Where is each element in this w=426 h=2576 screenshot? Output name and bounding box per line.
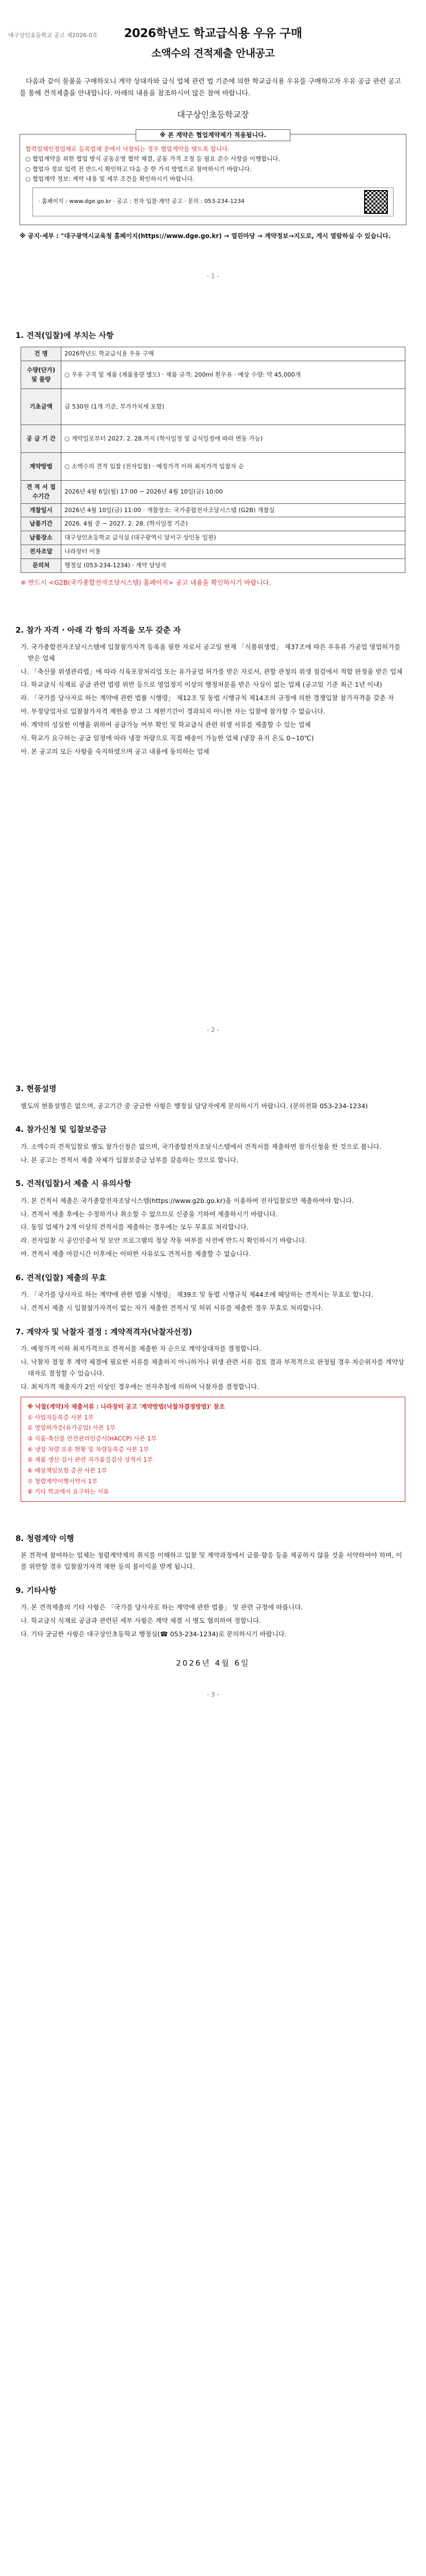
list-item: 다. 학교급식 식재료 공급 관련 법령 위반 등으로 영업정지 이상의 행정처분을 받은 사실이 없는 업체 (공고일 기준 최근 1년 이내) [21, 681, 382, 689]
list-item: ④ 냉장 차량 보유 현황 및 차량등록증 사본 1부 [27, 1445, 149, 1453]
section-9-title: 9. 기타사항 [15, 1586, 57, 1596]
section-7-title: 7. 계약자 및 낙찰자 결정 : 계약적격자(낙찰자선정) [15, 1327, 192, 1337]
row-key: 전자조달 [21, 545, 61, 559]
table-row [21, 517, 405, 531]
section-5-list [21, 1195, 405, 1260]
list-item: ⑤ 제품 생산·검사 관련 자가품질검사 성적서 1부 [27, 1456, 153, 1464]
section-5-title: 5. 견적(입찰)서 제출 시 유의사항 [15, 1179, 132, 1189]
list-item: 가. 국가종합전자조달시스템에 입찰참가자격 등록을 필한 자로서 공고일 현재 「식품위생법」 제37조에 따른 우유류 가공업 영업허가를 받은 업체 [21, 642, 401, 662]
list-item: 다. 최저가격 제출자가 2인 이상인 경우에는 전자추첨에 의하여 낙찰자를 결정합니다. [21, 1382, 259, 1391]
list-item: 가. 본 견적제출의 기타 사항은 「국가를 당사자로 하는 계약에 관한 법률」 및 관련 규정에 따릅니다. [21, 1603, 303, 1612]
section-4-title: 4. 참가신청 및 입찰보증금 [15, 1125, 107, 1134]
row-key: 납품장소 [21, 531, 61, 545]
list-item: ③ 식품·축산물 안전관리인증서(HACCP) 사본 1부 [27, 1434, 157, 1442]
row-key: 납품기간 [21, 517, 61, 531]
list-item: 나. 본 공고는 견적서 제출 자체가 입찰보증금 납부를 갈음하는 것으로 합니다. [21, 1156, 239, 1164]
notice-line: ○ 협업자 정보 입력 전 반드시 확인하고 다음 중 한 가지 방법으로 참여하시기 바랍니다. [25, 165, 252, 173]
list-item: 나. 견적서 제출 후에는 수정하거나 취소할 수 없으므로 신중을 기하여 제출하시기 바랍니다. [21, 1210, 278, 1218]
notice-line: ○ 협업계약을 위한 협업 방식 공동운영 협약 체결, 공동 가격 조정 등 필요 준수 사항을 이행합니다. [25, 155, 281, 163]
section-3-title: 3. 현품설명 [15, 1084, 57, 1094]
table-row [21, 503, 405, 517]
row-value: ○ 우유 구격 및 제품 (제품용량 별도) · 제품 규격: 200ml 흰우유 · 예상 수량: 약 45,000개 [61, 361, 405, 389]
list-item: ② 영업허가증(유가공업) 사본 1부 [27, 1424, 116, 1432]
section-1-note: ※ 반드시 <G2B(국가종합전자조달시스템) 홈페이지> 공고 내용을 확인하시기 바랍니다. [21, 578, 271, 586]
list-item: 가. 「국가를 당사자로 하는 계약에 관한 법률 시행령」 제39조 및 동법 시행규칙 제44조에 해당하는 견적서는 무효로 합니다. [21, 1291, 373, 1299]
issue-date: 2026년 4월 6일 [176, 1658, 250, 1668]
table-row [21, 425, 405, 453]
row-value: 2026년 4월 6일(월) 17:00 ~ 2026년 4월 10일(금) 10:00 [61, 481, 405, 504]
list-item: ⑧ 기타 학교에서 요구하는 서류 [27, 1488, 109, 1496]
row-value: ○ 계약일로부터 2027. 2. 28.까지 (학사일정 및 급식일정에 따라 변동 가능) [61, 425, 405, 453]
section-6-title: 6. 견적(입찰) 제출의 무효 [15, 1273, 106, 1283]
table-row [21, 389, 405, 425]
table-row [21, 453, 405, 481]
intro-text: 다음과 같이 물품을 구매하오니 계약 상대자와 급식 업체 관련 법 기준에 의한 학교급식용 우유를 구매하고자 우유 공급 관련 공고를 통해 견적제출을 안내합니다. 아래의 내용을 참조하시어 많은 참여 바랍니다. [20, 77, 401, 98]
section-2-list [21, 641, 405, 757]
section-2-title: 2. 참가 자격 · 아래 각 항의 자격을 모두 갖춘 자 [15, 625, 181, 635]
list-item: ⑥ 배상책임보험 증권 사본 1부 [27, 1466, 107, 1474]
required-documents-box [21, 1397, 405, 1502]
required-documents-title: ※ 낙찰(계약)자 제출서류 : 나라장터 공고 '계약방법(낙찰자결정방법)' 참조 [27, 1402, 225, 1410]
row-key: 문의처 [21, 558, 61, 572]
page-number: - 3 - [207, 1691, 219, 1699]
row-value: 금 530원 (1개 기준, 부가가치세 포함) [61, 389, 405, 425]
list-item: 나. 낙찰자 결정 후 계약 체결에 필요한 서류를 제출하지 아니하거나 위생 관련 서류 검토 결과 부적격으로 판정될 경우 차순위자를 계약상대자로 결정할 수 있습니다. [21, 1358, 404, 1378]
section-8-text: 본 견적에 참여하는 업체는 청렴계약제의 취지를 이해하고 입찰 및 계약과정에서 금품·향응 등을 제공하지 않을 것을 서약하여야 하며, 이를 위반할 경우 입찰참가자격 제한 등의 불이익을 받게 됩니다. [21, 1551, 402, 1571]
row-key: 계약방법 [21, 453, 61, 481]
row-value: 2026년 4월 10일(금) 11:00 · 개찰장소: 국가종합전자조달시스템 (G2B) 개찰실 [61, 503, 405, 517]
row-key: 수량(단가) 및 물량 [21, 361, 61, 389]
table-row [21, 558, 405, 572]
list-item: 다. 동일 업체가 2개 이상의 견적서를 제출하는 경우에는 모두 무효로 처리합니다. [21, 1223, 249, 1231]
issuer-name: 대구상인초등학교장 [177, 110, 249, 120]
list-item: ⑦ 청렴계약이행서약서 1부 [27, 1477, 98, 1485]
row-value: 대구상인초등학교 급식실 (대구광역시 달서구 상인동 일원) [61, 531, 405, 545]
table-row [21, 531, 405, 545]
row-key: 기초금액 [21, 389, 61, 425]
document-page [0, 25, 426, 1700]
section-9-list [21, 1602, 405, 1640]
page-number: - 2 - [207, 1026, 219, 1033]
section-1-title: 1. 견적(입찰)에 부치는 사항 [15, 330, 114, 340]
row-key: 개찰일시 [21, 503, 61, 517]
table-row [21, 347, 405, 361]
row-key: 견 적 서 접수기간 [21, 481, 61, 504]
list-item: 라. 「국가를 당사자로 하는 계약에 관한 법률 시행령」 제12조 및 동법 시행규칙 제14조의 규정에 의한 경쟁입찰 참가자격을 갖춘 자 [21, 694, 394, 702]
list-item: 가. 소액수의 견적입찰로 별도 참가신청은 없으며, 국가종합전자조달시스템에서 견적서를 제출하면 참가신청을 한 것으로 봅니다. [21, 1142, 382, 1150]
row-key: 공 급 기 간 [21, 425, 61, 453]
page-number: - 1 - [207, 273, 219, 280]
list-item: 사. 학교가 요구하는 공급 일정에 따라 냉장 차량으로 직접 배송이 가능한 업체 (냉장 유지 온도 0~10℃) [21, 734, 314, 742]
list-item: 가. 본 건적서 제출은 국가종합전자조달시스템(https://www.g2b.go.kr)을 이용하여 전자입찰로만 제출하여야 합니다. [21, 1196, 354, 1205]
notice-box [20, 131, 406, 225]
list-item: ① 사업자등록증 사본 1부 [27, 1413, 94, 1421]
list-item: 다. 기타 궁금한 사항은 대구상인초등학교 행정실(☎ 053-234-1234)로 문의하시기 바랍니다. [21, 1630, 287, 1638]
table-row [21, 481, 405, 504]
list-item: 마. 견적서 제출 마감시간 이후에는 어떠한 사유로도 견적서를 제출할 수 없습니다. [21, 1250, 251, 1258]
row-value: 2026학년도 학교급식용 우유 구매 [61, 347, 405, 361]
list-item: 바. 계약의 성실한 이행을 위하여 공급가능 여부 확인 및 학교급식 관련 위생 서류를 제출할 수 있는 업체 [21, 721, 311, 729]
notice-line: ○ 협업계약 정보: 계약 내용 및 세부 조건을 확인하시기 바랍니다. [25, 175, 195, 183]
bid-info-table [21, 347, 405, 573]
row-value: 나라장터 이용 [61, 545, 405, 559]
qr-text: · 홈페이지 : www.dge.go.kr · 공고 : 전자 입찰·계약 공고 · 문의 : 053-234-1234 [38, 198, 245, 205]
section-7-list [21, 1343, 405, 1393]
row-value: ○ 소액수의 견적 입찰 (전자입찰) · 예정가격 이하 최저가격 입찰자 순 [61, 453, 405, 481]
row-value: 행정실 (053-234-1234) · 계약 담당자 [61, 558, 405, 572]
list-item: 라. 전자입찰 시 공인인증서 및 보안 프로그램의 정상 작동 여부를 사전에 반드시 확인하시기 바랍니다. [21, 1236, 307, 1245]
section-8-title: 8. 청렴계약 이행 [15, 1534, 74, 1544]
row-value: 2026. 4월 중 ~ 2027. 2. 28. (학사일정 기준) [61, 517, 405, 531]
section-3-text: 별도의 현품설명은 없으며, 공고기간 중 궁금한 사항은 행정실 담당자에게 문의하시기 바랍니다. (문의전화 053-234-1234) [21, 1101, 368, 1110]
table-row [21, 361, 405, 389]
qr-code-icon[interactable] [364, 190, 388, 214]
qr-row [32, 188, 394, 216]
section-6-list [21, 1289, 405, 1314]
list-item: 마. 부정당업자로 입찰참가자격 제한을 받고 그 제한기간이 경과되지 아니한 자는 입찰에 참가할 수 없습니다. [21, 707, 325, 716]
list-item: 나. 학교급식 식재료 공급과 관련된 세부 사항은 계약 체결 시 별도 협의하여 정합니다. [21, 1617, 261, 1625]
section-4-list [21, 1141, 405, 1166]
notice-title: ※ 본 계약은 협업계약제가 적용됩니다. [136, 129, 290, 141]
notice-red-lead: 협력업체인정업체로 등록업체 중에서 낙찰되는 경우 협업계약을 맺도록 합니다. [25, 145, 230, 152]
table-row [21, 545, 405, 559]
row-key: 건 명 [21, 347, 61, 361]
list-item: 나. 「축산물 위생관리법」에 따라 식육포장처리업 또는 유가공업 허가를 받은 자로서, 관할 관청의 위생 점검에서 적합 판정을 받은 업체 [21, 667, 403, 675]
page-subtitle: 소액수의 견적제출 안내공고 [151, 46, 275, 59]
after-notice: ※ 공지·세부 : "대구광역시교육청 홈페이지(https://www.dge.go.kr) → 열린마당 → 계약정보→지도로, 게시 열람하실 수 있습니다. [20, 232, 391, 240]
list-item: 아. 본 공고의 모든 사항을 숙지하였으며 공고 내용에 동의하는 업체 [21, 747, 209, 755]
list-item: 나. 견적서 제출 시 입찰참가자격이 없는 자가 제출한 견적서 및 허위 서류를 제출한 경우 무효로 처리합니다. [21, 1304, 323, 1312]
page-title: 2026학년도 학교급식용 우유 구매 [124, 27, 302, 40]
list-item: 가. 예정가격 이하 최저가격으로 견적서를 제출한 자 순으로 계약상대자를 결정합니다. [21, 1345, 261, 1353]
header-label: 대구상인초등학교 공고 제2026-0호 [8, 32, 98, 39]
